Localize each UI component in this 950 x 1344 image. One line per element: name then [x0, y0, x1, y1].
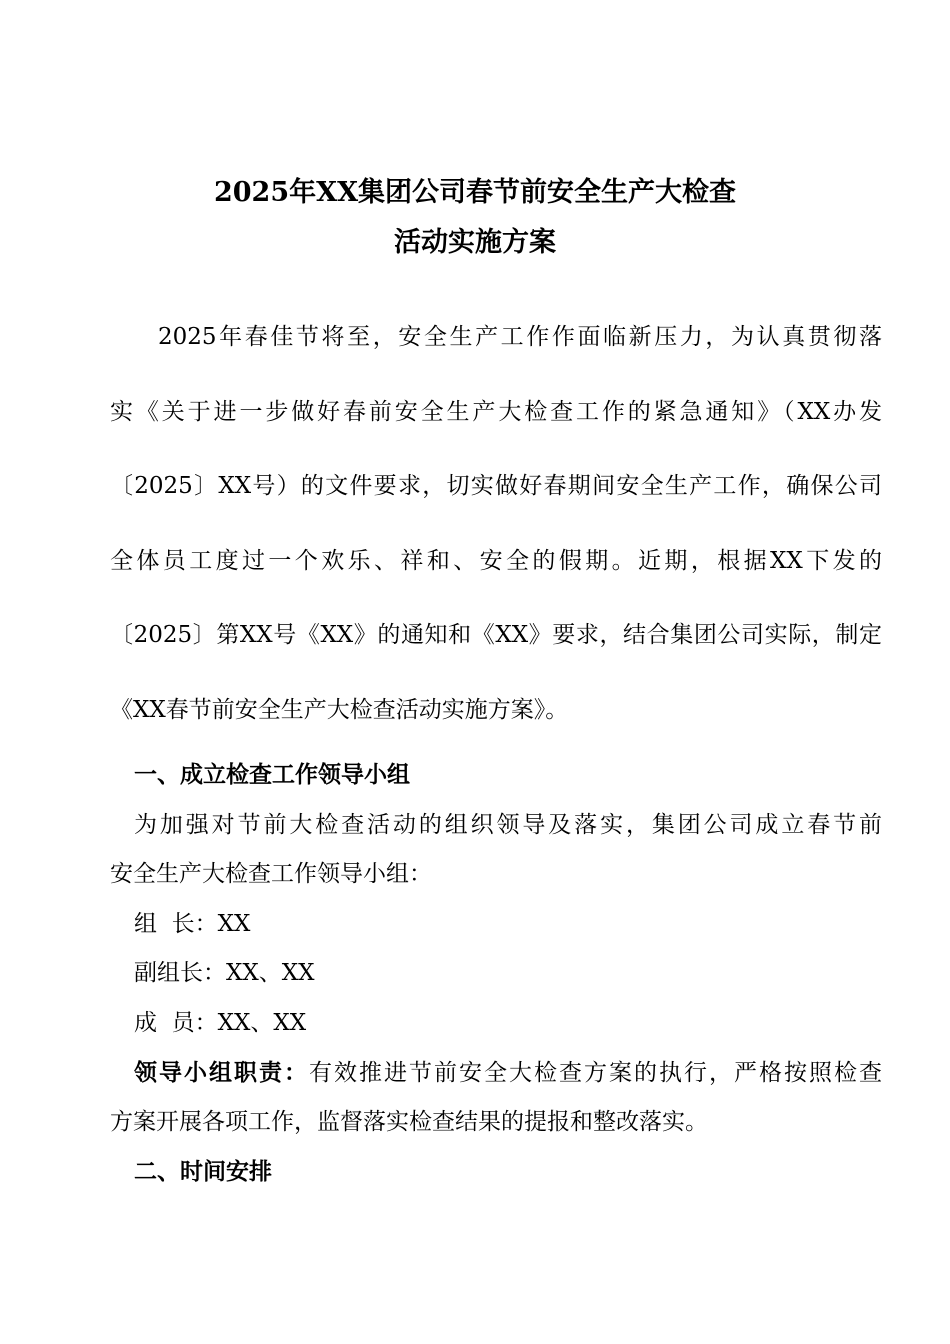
- members-line: 成 员：XX、XX: [134, 1010, 307, 1036]
- section-1-para-line-2: 安全生产大检查工作领导小组：: [110, 861, 432, 887]
- section-1-para-line-1: 为加强对节前大检查活动的组织领导及落实，集团公司成立春节前: [134, 812, 882, 838]
- document-title-line-1: 2025年XX集团公司春节前安全生产大检查: [213, 177, 737, 208]
- deputy-leader-line: 副组长：XX、XX: [134, 960, 315, 986]
- intro-line-4: 全体员工度过一个欢乐、祥和、安全的假期。近期，根据XX下发的: [110, 548, 882, 574]
- intro-line-2: 实《关于进一步做好春前安全生产大检查工作的紧急通知》（XX办发: [110, 399, 882, 425]
- duty-line-1: [134, 1058, 882, 1088]
- document-title-line-2: 活动实施方案: [394, 227, 556, 258]
- duty-label: 领导小组职责：: [134, 1059, 309, 1086]
- leader-line: 组 长：XX: [134, 911, 251, 937]
- intro-line-1: 2025年春佳节将至，安全生产工作作面临新压力，为认真贯彻落: [158, 324, 882, 350]
- intro-line-5: 〔2025〕第XX号《XX》的通知和《XX》要求，结合集团公司实际，制定: [110, 622, 882, 648]
- duty-line-2: 方案开展各项工作，监督落实检查结果的提报和整改落实。: [110, 1109, 708, 1135]
- intro-line-6: 《XX春节前安全生产大检查活动实施方案》。: [110, 697, 569, 723]
- intro-line-3: 〔2025〕XX号）的文件要求，切实做好春期间安全生产工作，确保公司: [110, 473, 882, 499]
- section-1-heading: 一、成立检查工作领导小组: [134, 761, 410, 788]
- duty-text-1: 有效推进节前安全大检查方案的执行，严格按照检查: [309, 1060, 882, 1086]
- section-2-heading: 二、时间安排: [134, 1158, 272, 1185]
